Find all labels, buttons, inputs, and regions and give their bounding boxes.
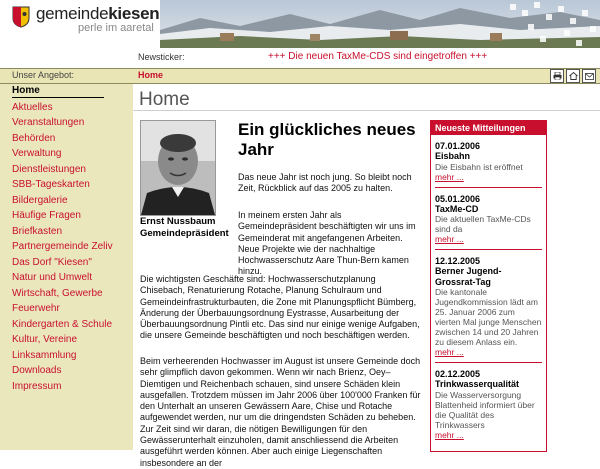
news-text: Die Eisbahn ist eröffnet <box>435 161 523 172</box>
sidebar-item-label: Das Dorf "Kiesen" <box>12 256 92 268</box>
news-title: Eisbahn <box>435 151 471 161</box>
sidebar-item[interactable] <box>0 333 133 346</box>
sidebar-item[interactable] <box>0 225 133 238</box>
home-button[interactable] <box>566 69 580 83</box>
site-logo[interactable]: gemeindekiesen <box>36 4 160 23</box>
sidebar-item[interactable] <box>0 271 133 284</box>
page-title-bar <box>133 88 600 111</box>
coat-of-arms-icon[interactable] <box>12 6 30 28</box>
header-landscape-image <box>160 0 600 48</box>
print-button[interactable] <box>550 69 564 83</box>
page-tools <box>550 69 596 83</box>
news-more-link[interactable]: mehr ... <box>435 234 464 244</box>
sidebar-item[interactable] <box>0 256 133 269</box>
sidebar-item-label: Aktuelles <box>12 101 53 113</box>
photo-caption-name: Ernst Nussbaum <box>140 216 216 227</box>
sidebar-item[interactable] <box>0 240 133 253</box>
sidebar-item-label: Verwaltung <box>12 148 62 159</box>
news-item <box>431 256 546 357</box>
sidebar-item[interactable] <box>0 116 133 129</box>
news-date: 12.12.2005 <box>435 256 481 266</box>
sidebar-item[interactable] <box>0 194 133 207</box>
article-paragraph-1: Das neue Jahr ist noch jung. So bleibt noch Zeit, Rückblick auf das 2005 zu halten. <box>238 172 412 194</box>
mail-button[interactable] <box>582 69 596 83</box>
news-more-link[interactable]: mehr ... <box>435 429 464 440</box>
news-more-link[interactable]: mehr ... <box>435 347 464 357</box>
sidebar-item-label: Briefkasten <box>12 225 63 237</box>
sidebar-item[interactable] <box>0 364 133 377</box>
sidebar-item-label: Partnergemeinde Zeliv <box>12 241 113 252</box>
news-text: Die kantonale Jugendkommission lädt am 25. Januar 2006 zum vierten Mal junge Menschen zwischen 14 und 20 Jahren zu diesem Anlass ein. <box>435 287 542 347</box>
sidebar-item[interactable] <box>0 163 133 176</box>
news-item <box>431 141 546 182</box>
home-icon <box>569 72 578 80</box>
main-content <box>133 84 600 468</box>
sidebar-item-label: Behörden <box>12 132 56 144</box>
nav-bar-left <box>0 69 133 83</box>
sidebar-menu <box>0 84 133 393</box>
news-item <box>431 194 546 245</box>
site-tagline: perle im aaretal <box>78 22 154 34</box>
sidebar-nav <box>0 84 133 450</box>
news-text: Die aktuellen TaxMe-CDs sind da <box>435 214 531 234</box>
news-divider <box>435 187 542 188</box>
news-title: Trinkwasserqualität <box>435 379 520 389</box>
sidebar-item-label: Wirtschaft, Gewerbe <box>12 287 103 299</box>
sidebar-item[interactable] <box>0 147 133 160</box>
newsticker-text[interactable]: +++ Die neuen TaxMe-CDS sind eingetroffen +++ <box>268 51 488 62</box>
sidebar-item[interactable] <box>0 287 133 300</box>
sidebar-item[interactable] <box>0 209 133 222</box>
sidebar-item[interactable] <box>0 101 133 114</box>
news-divider <box>435 249 542 250</box>
sidebar-item[interactable] <box>0 178 133 191</box>
news-title: TaxMe-CD <box>435 203 479 214</box>
news-date: 05.01.2006 <box>435 193 481 204</box>
print-icon <box>553 72 562 80</box>
news-more-link[interactable]: mehr ... <box>435 171 464 182</box>
article-paragraph-4: Beim verheerenden Hochwasser im August ist unsere Gemeinde doch sehr glimpflich davon gekommen. Wenn wir nach Brienz, Oey–Diemtigen und Reichenbach schauen, sind unsere Schäden klein ausgefallen. Trotzdem müssen im Jahr 2006 über 100'000 Franken für den Unterhalt an unseren Gewässern Aare, Chise und Rotache aufgewendet werden, nur um die dringendsten Schäden zu beheben. Zur Zeit sind wir daran, die nötigen Bewilligungen für den Gewässerunterhalt einzuholen, damit anschliessend die Arbeiten ausgeführt werden können. Aber auch einige Liegenschaften insbesondere an der <box>140 356 421 468</box>
news-item <box>431 369 546 440</box>
president-photo <box>140 120 216 216</box>
site-header <box>0 0 600 48</box>
mail-icon <box>585 73 594 80</box>
newsticker-label: Newsticker: <box>138 52 185 62</box>
news-box-heading: Neueste Mitteilungen <box>431 121 546 135</box>
sidebar-item-label: Downloads <box>12 365 62 376</box>
sidebar-item[interactable] <box>0 349 133 362</box>
sidebar-item-label: Linksammlung <box>12 349 77 361</box>
sidebar-item-label: Kindergarten & Schule <box>12 318 113 330</box>
sidebar-item[interactable] <box>0 380 133 393</box>
news-divider <box>435 362 542 363</box>
news-date: 02.12.2005 <box>435 369 481 379</box>
news-text: Die Wasserversorgung Blattenheid informiert über die Qualität des Trinkwassers <box>435 389 535 430</box>
sidebar-item-label: Kultur, Vereine <box>12 334 78 345</box>
nav-bar <box>0 68 600 84</box>
sidebar-item-label: Feuerwehr <box>12 303 60 314</box>
sidebar-item[interactable] <box>0 318 133 331</box>
sidebar-item-label: Natur und Umwelt <box>12 272 93 283</box>
sidebar-item[interactable] <box>0 132 133 145</box>
news-date: 07.01.2006 <box>435 141 481 151</box>
sidebar-item-label: Dienstleistungen <box>12 163 86 175</box>
sidebar-item[interactable] <box>0 302 133 315</box>
article-paragraph-3: Die wichtigsten Geschäfte sind: Hochwasserschutzplanung Chisebach, Renaturierung Rotache, Planung Schulraum und Gemeindeinfrastrukturbauten, die Zone mit Planungspflicht Bümberg, Änderung der Überbauungsordnung Eystrasse, Ausarbeitung der Überbauungsordnung Pintli etc. Das sind nur einige wenige Aufgaben, die unsere Gemeinde beschäftigten und noch beschäftigen werden. <box>140 274 420 341</box>
page-title: Home <box>139 89 190 110</box>
news-box <box>430 120 547 452</box>
sidebar-item-label: Home <box>12 84 104 98</box>
article-headline: Ein glückliches neues Jahr <box>238 120 416 159</box>
breadcrumb[interactable]: Home <box>138 70 164 80</box>
sidebar-item-label: Veranstaltungen <box>12 117 85 128</box>
photo-caption-role: Gemeindepräsident <box>140 228 229 239</box>
sidebar-item-label: Bildergalerie <box>12 194 68 206</box>
news-title: Berner Jugend-Grossrat-Tag <box>435 266 502 287</box>
news-list <box>431 141 546 440</box>
newsticker-bar <box>0 48 600 68</box>
sidebar-item-label: SBB-Tageskarten <box>12 179 90 190</box>
sidebar-item-label: Häufige Fragen <box>12 210 81 221</box>
offer-label: Unser Angebot: <box>12 70 75 80</box>
portrait-image <box>141 121 215 215</box>
article-paragraph-2: In meinem ersten Jahr als Gemeindepräsident beschäftigten wir uns im Gemeinderat mit angefangenen Arbeiten. Neue Projekte wie der nachhaltige Hochwasserschutz Aare Thun-Bern kamen hinzu. <box>238 210 416 277</box>
sidebar-item[interactable] <box>0 84 133 98</box>
sidebar-item-label: Impressum <box>12 380 62 392</box>
